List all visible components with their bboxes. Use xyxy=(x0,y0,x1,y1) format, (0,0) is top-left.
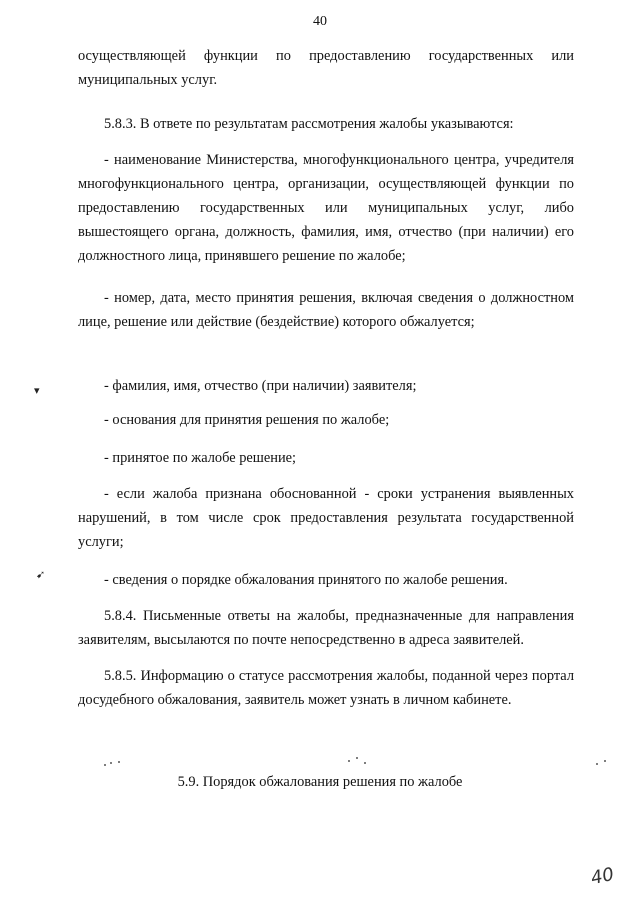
scan-dot xyxy=(348,760,350,762)
paragraph-5-8-4: 5.8.4. Письменные ответы на жалобы, предназначенные для направления заявителям, высылаются по почте непосредственно в адреса заявителей. xyxy=(78,608,574,648)
list-item-name: - наименование Министерства, многофункционального центра, учредителя многофункционального центра, организации, осуществляющей функции по предоставлению государственных или муниципальных услуг, либо вышестоящего органа, должность, фамилия, имя, отчество (при наличии) его должностного лица, принявшего решение по жалобе; xyxy=(78,152,574,264)
list-item-number: - номер, дата, место принятия решения, включая сведения о должностном лице, решение или действие (бездействие) которого обжалуется; xyxy=(78,290,574,330)
section-heading-5-9: 5.9. Порядок обжалования решения по жалобе xyxy=(177,774,463,790)
scan-dot xyxy=(118,761,120,763)
handwritten-page-number: 40 xyxy=(589,863,616,890)
paragraph-5-8-5: 5.8.5. Информацию о статусе рассмотрения жалобы, поданной через портал досудебного обжалования, заявитель может узнать в личном кабинете. xyxy=(78,668,574,708)
margin-pen-mark-icon: ➹ xyxy=(36,569,46,581)
scan-dot xyxy=(104,764,106,766)
page-number: 40 xyxy=(313,14,327,29)
list-item-grounds: - основания для принятия решения по жалобе; xyxy=(104,412,390,428)
scan-dot xyxy=(604,760,606,762)
list-item-applicant: - фамилия, имя, отчество (при наличии) заявителя; xyxy=(104,378,417,394)
margin-arrow-icon: ▾ xyxy=(34,385,40,397)
paragraph-continuation: осуществляющей функции по предоставлению государственных или муниципальных услуг. xyxy=(78,48,574,88)
scan-dot xyxy=(596,763,598,765)
scan-dot xyxy=(110,762,112,764)
list-item-justified: - если жалоба признана обоснованной - сроки устранения выявленных нарушений, в том числе срок предоставления результата государственной услуги; xyxy=(78,486,574,550)
scan-dot xyxy=(356,757,358,759)
list-item-decision: - принятое по жалобе решение; xyxy=(104,450,297,466)
scan-dot xyxy=(364,762,366,764)
paragraph-5-8-3: 5.8.3. В ответе по результатам рассмотрения жалобы указываются: xyxy=(104,116,514,132)
list-item-appeal: - сведения о порядке обжалования принятого по жалобе решения. xyxy=(104,572,508,588)
